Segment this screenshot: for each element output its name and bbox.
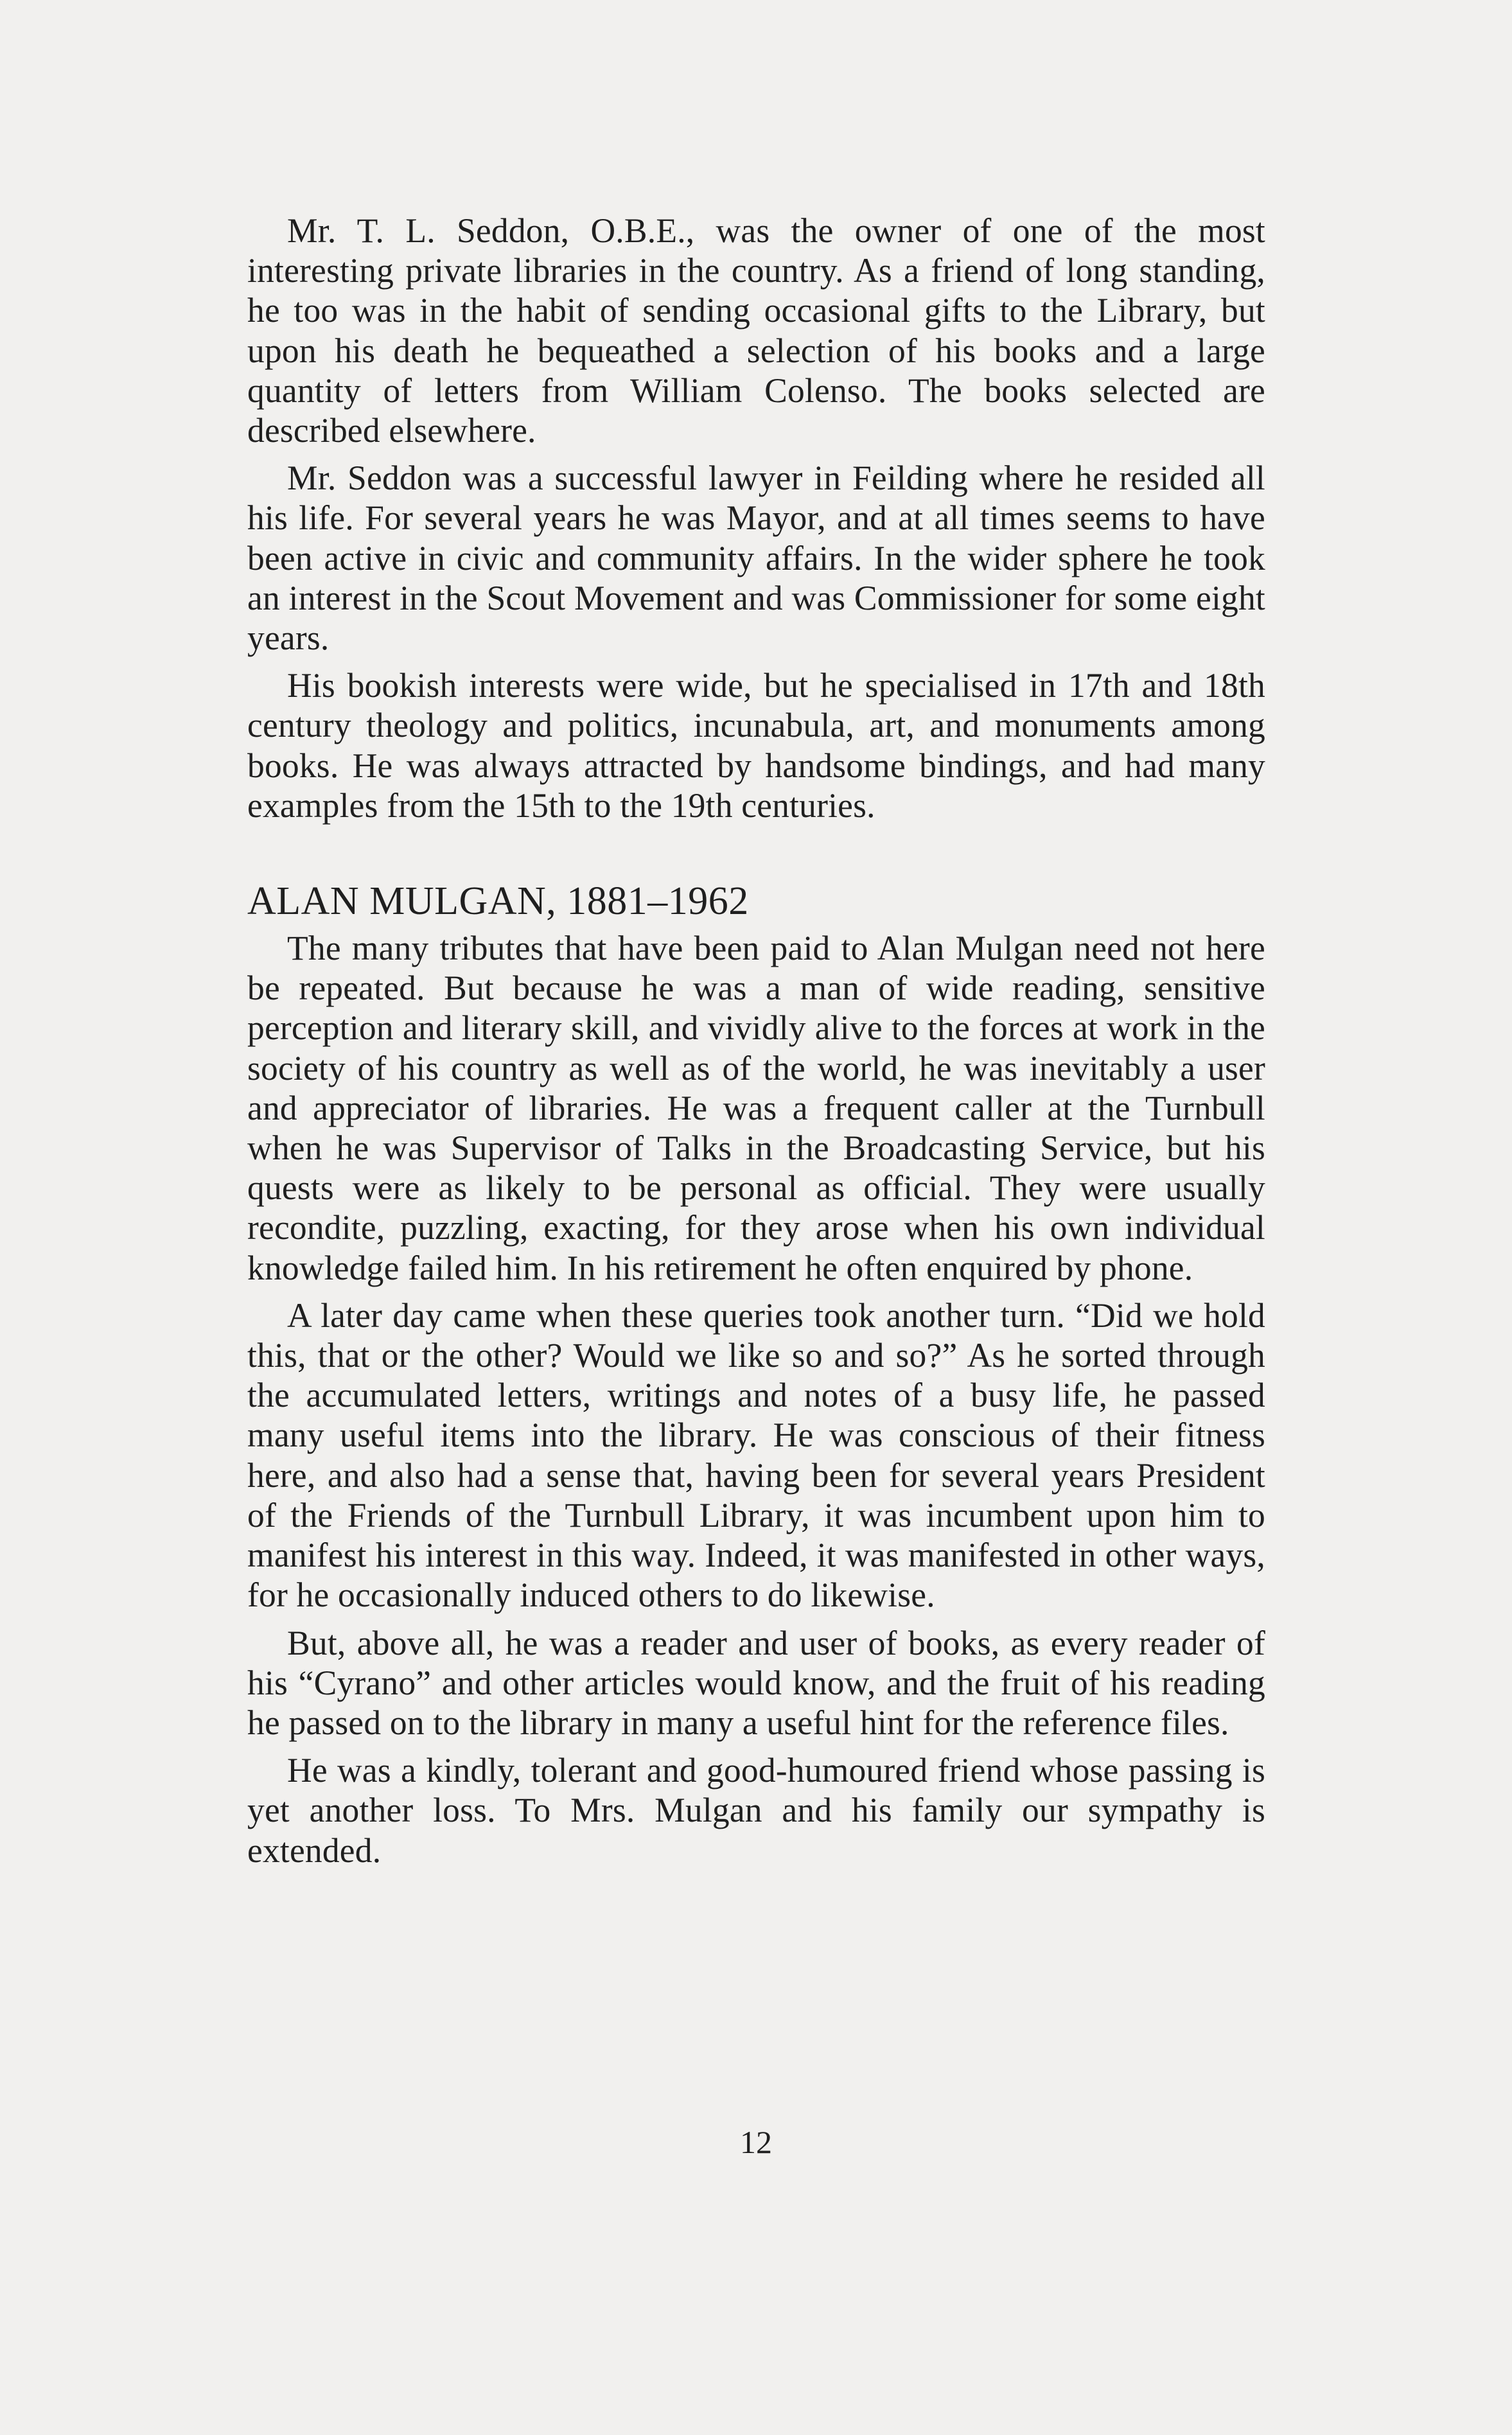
paragraph-mulgan-queries: A later day came when these queries took another turn. “Did we hold this, that or the other? Would we like so and so?” As he sorted through the accumulated letters, writings and notes of a busy life, he passed many useful items into the library. He was conscious of their fitness here, and also had a sense that, having been for several years President of the Friends of the Turnbull Library, it was incumbent upon him to manifest his interest in this way. Indeed, it was manifested in other ways, for he occasionally induced others to do likewise. — [247, 1296, 1265, 1615]
paragraph-seddon-interests: His bookish interests were wide, but he specialised in 17th and 18th century theology and politics, incunabula, art, and monuments among books. He was always attracted by handsome bindings, and had many examples from the 15th to the 19th centuries. — [247, 666, 1265, 825]
paragraph-mulgan-tributes: The many tributes that have been paid to Alan Mulgan need not here be repeated. But because he was a man of wide reading, sensitive perception and literary skill, and vividly alive to the forces at work in the society of his country as well as of the world, he was inevitably a user and appreciator of libraries. He was a frequent caller at the Turnbull when he was Supervisor of Talks in the Broadcasting Service, but his quests were as likely to be personal as official. They were usually recondite, puzzling, exacting, for they arose when his own individual knowledge failed him. In his retirement he often enquired by phone. — [247, 929, 1265, 1287]
paragraph-mulgan-reader: But, above all, he was a reader and user of books, as every reader of his “Cyrano” and other articles would know, and the fruit of his reading he passed on to the library in many a useful hint for the reference files. — [247, 1623, 1265, 1742]
paragraph-seddon-library: Mr. T. L. Seddon, O.B.E., was the owner of one of the most interesting private libraries in the country. As a friend of long standing, he too was in the habit of sending occasional gifts to the Library, but upon his death he bequeathed a selection of his books and a large quantity of letters from William Colenso. The books selected are described elsewhere. — [247, 211, 1265, 450]
paragraph-mulgan-friend: He was a kindly, tolerant and good-humoured friend whose passing is yet another loss. To Mrs. Mulgan and his family our sympathy is extended. — [247, 1751, 1265, 1870]
paragraph-seddon-career: Mr. Seddon was a successful lawyer in Feilding where he resided all his life. For several years he was Mayor, and at all times seems to have been active in civic and community affairs. In the wider sphere he took an interest in the Scout Movement and was Commissioner for some eight years. — [247, 459, 1265, 658]
page-number: 12 — [740, 2124, 772, 2160]
text-column — [247, 211, 1265, 1878]
section-heading: ALAN MULGAN, 1881–1962 — [247, 879, 749, 924]
